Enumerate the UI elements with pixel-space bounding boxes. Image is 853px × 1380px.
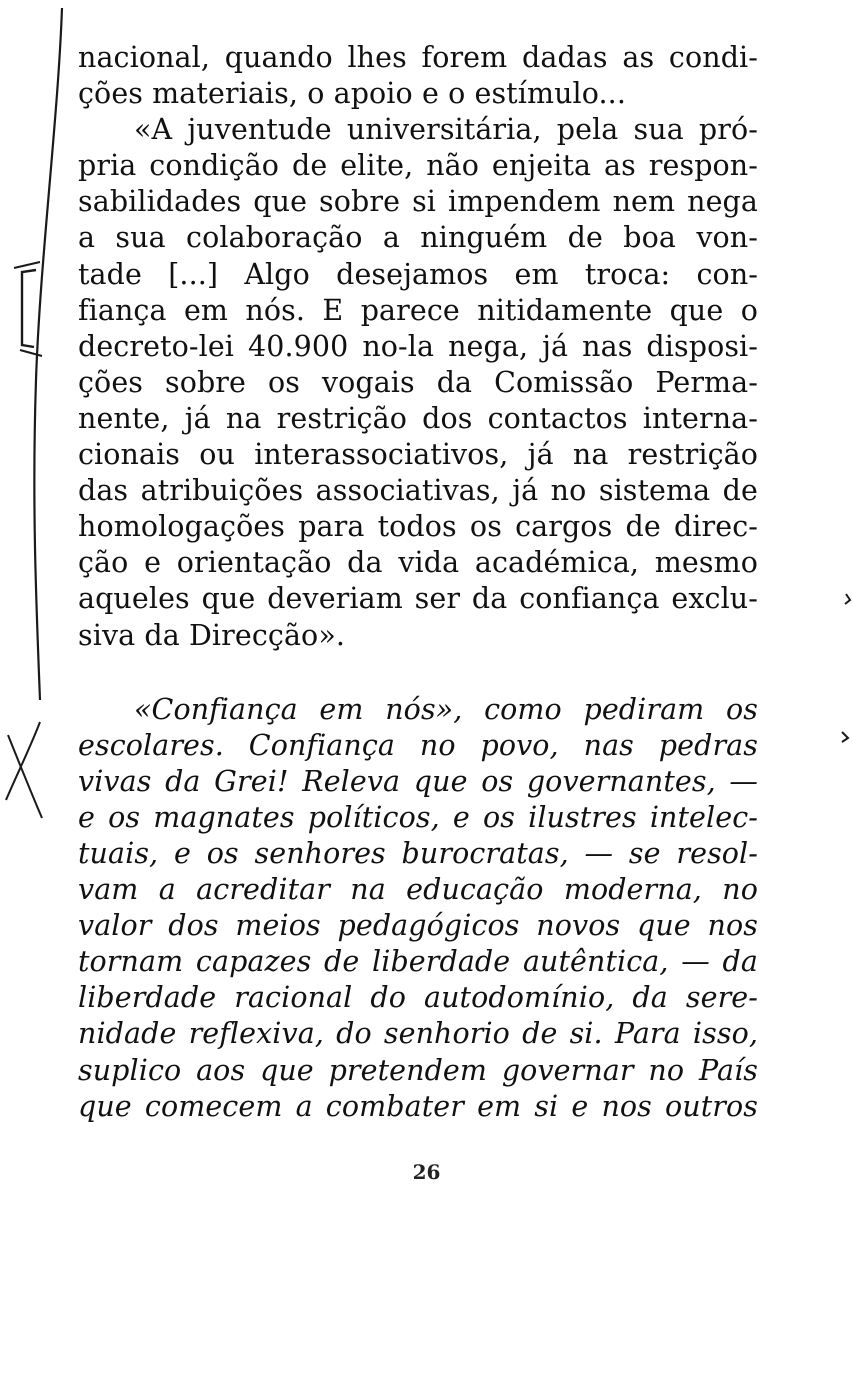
margin-bracket [22,270,36,347]
text-line: tornam capazes de liberdade autêntica, — da [78,945,758,979]
body-text [78,40,758,1125]
text-line: ção e orientação da vida académica, mesmo [78,546,758,580]
text-line: homologações para todos os cargos de direc- [78,510,758,544]
text-line: siva da Direcção». [78,618,346,652]
text-line: vivas da Grei! Releva que os governantes, — [78,764,758,798]
edge-speck-1 [845,594,850,604]
text-line: decreto-lei 40.900 no-la nega, já nas disposi- [78,329,758,363]
text-line: «A juventude universitária, pela sua pró- [134,113,758,147]
text-line: «Confiança em nós», como pediram os [134,692,758,726]
text-line: liberdade racional do autodomínio, da sere- [78,981,758,1015]
margin-cross-2 [6,722,40,800]
margin-bracket-tick [14,262,40,268]
text-line: sabilidades que sobre si impendem nem nega [78,185,758,219]
margin-line [34,8,62,700]
margin-cross [8,735,42,818]
text-line: ções materiais, o apoio e o estímulo... [78,77,626,111]
text-line: valor dos meios pedagógicos novos que nos [78,909,758,943]
text-line: aqueles que deveriam ser da confiança exclu- [78,582,758,616]
paragraph-2 [78,112,758,653]
text-line: das atribuições associativas, já no sistema de [78,474,758,508]
text-line: vam a acreditar na educação moderna, no [78,873,758,907]
margin-bracket-tick-bottom [20,350,42,356]
paragraph-gap [78,654,758,692]
text-line: tuais, e os senhores burocratas, — se resol- [78,836,758,870]
text-line: pria condição de elite, não enjeita as respon- [78,149,758,183]
text-line: nidade reflexiva, do senhorio de si. Para isso, [78,1017,758,1051]
text-line: a sua colaboração a ninguém de boa von- [78,221,758,255]
text-line: nente, já na restrição dos contactos interna- [78,401,758,435]
text-line: suplico aos que pretendem governar no País [78,1053,758,1087]
text-line: nacional, quando lhes forem dadas as condi- [78,41,758,74]
text-line: fiança em nós. E parece nitidamente que o [78,293,758,327]
paragraph-3 [78,692,758,1125]
edge-speck-2 [842,732,848,742]
paragraph-1 [78,40,758,112]
page-number: 26 [412,1160,441,1184]
text-line: que comecem a combater em si e nos outros [78,1089,758,1123]
text-line: ções sobre os vogais da Comissão Perma- [78,365,758,399]
text-line: e os magnates políticos, e os ilustres intelec- [78,800,758,834]
text-line: tade [...] Algo desejamos em troca: con- [78,257,758,291]
text-line: cionais ou interassociativos, já na restrição [78,438,758,472]
text-line: escolares. Confiança no povo, nas pedras [78,728,758,762]
